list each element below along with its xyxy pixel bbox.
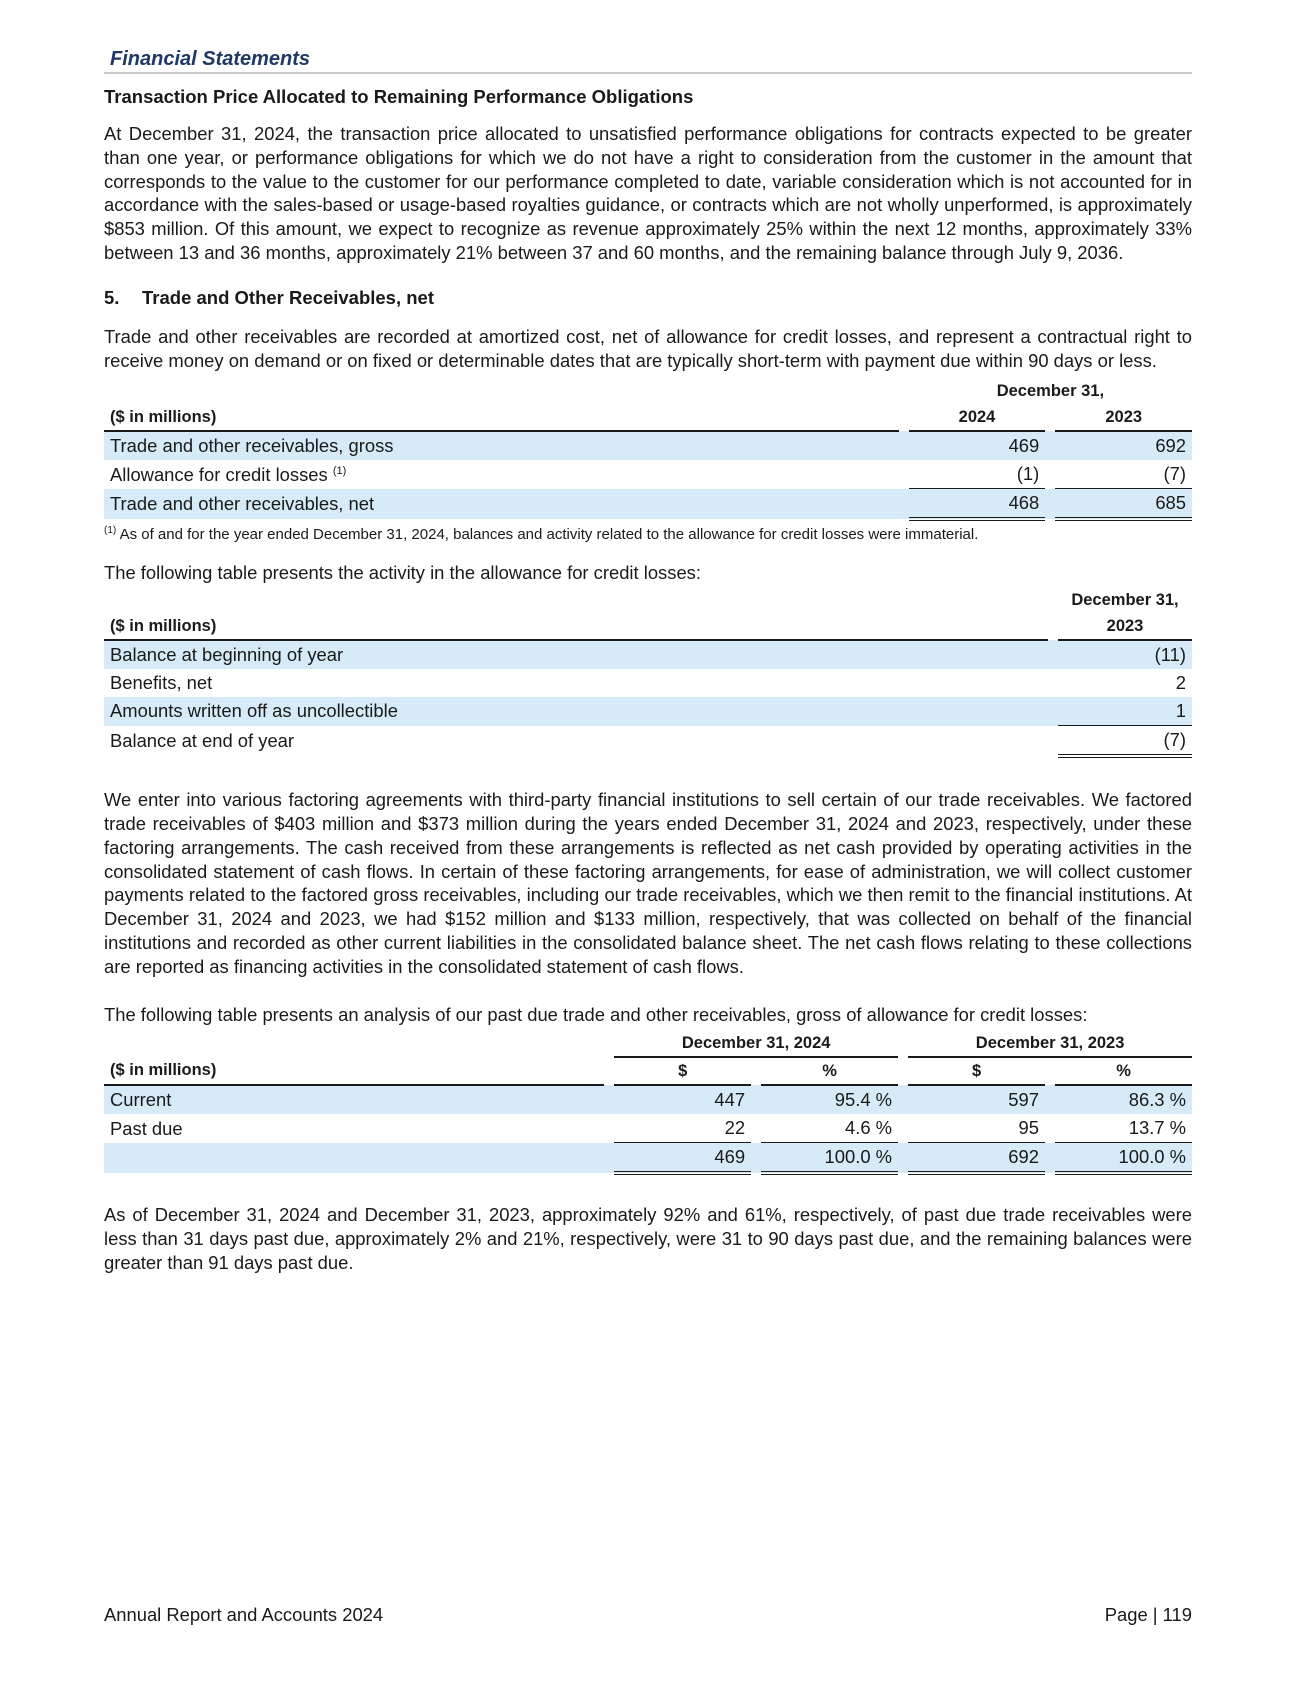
cell-value: (7) [1055, 460, 1192, 489]
table1-col-2023: 2023 [1055, 404, 1192, 431]
cell-value: 468 [909, 489, 1046, 520]
receivables-table [104, 378, 1192, 521]
table2-unit-label: ($ in millions) [104, 613, 1048, 640]
row-label: Trade and other receivables, gross [104, 431, 899, 460]
row-label: Balance at beginning of year [104, 640, 1048, 669]
pastdue-table [104, 1030, 1192, 1175]
row-label: Allowance for credit losses [110, 463, 328, 485]
rpo-paragraph: At December 31, 2024, the transaction price allocated to unsatisfied performance obligations for contracts expected to be greater than one year, or performance obligations for which we do not have a right to consideration from the customer in the amount that corresponds to the value to the customer for our performance completed to date, variable consideration which is not accounted for in accordance with the sales-based or usage-based royalties guidance, or contracts which are not wholly unperformed, is approximately $853 million. Of this amount, we expect to recognize as revenue approximately 25% within the next 12 months, approximately 33% between 13 and 36 months, approximately 21% between 37 and 60 months, and the remaining balance through July 9, 2036. [104, 123, 1192, 263]
table3-col-dollar: $ [614, 1057, 751, 1085]
cell-value: 692 [908, 1143, 1045, 1174]
row-label: Current [104, 1085, 604, 1114]
table-row [104, 1143, 1192, 1174]
cell-value: 447 [614, 1085, 751, 1114]
cell-value: 13.7 % [1055, 1114, 1192, 1143]
table-row [104, 697, 1192, 726]
cell-value: 685 [1055, 489, 1192, 520]
cell-value: (1) [909, 460, 1046, 489]
rpo-section-title: Transaction Price Allocated to Remaining Performance Obligations [104, 86, 694, 107]
table3-col-pct: % [1055, 1057, 1192, 1085]
cell-value: 22 [614, 1114, 751, 1143]
table3-group-2024: December 31, 2024 [614, 1030, 898, 1057]
row-label: Amounts written off as uncollectible [104, 697, 1048, 726]
table1-footnote [104, 525, 1192, 543]
footnote-text: As of and for the year ended December 31, 2024, balances and activity related to the allowance for credit losses were immaterial. [119, 526, 979, 544]
cell-value: 95.4 % [761, 1085, 898, 1114]
row-label: Benefits, net [110, 672, 213, 694]
table-row [104, 726, 1192, 757]
page-header-title: Financial Statements [104, 46, 1192, 74]
cell-value: (7) [1058, 726, 1192, 757]
table-row [104, 460, 1192, 489]
allowance-intro: The following table presents the activity in the allowance for credit losses: [104, 562, 701, 584]
section-number: 5. [104, 286, 120, 308]
table1-col-2024: 2024 [909, 404, 1046, 431]
allowance-table [104, 587, 1192, 758]
table-row [104, 1114, 1192, 1143]
cell-value: 100.0 % [1055, 1143, 1192, 1174]
cell-value: 692 [1055, 431, 1192, 460]
table2-group-header: December 31, [1071, 590, 1179, 609]
factoring-paragraph: We enter into various factoring agreements with third-party financial institutions to sell certain of our trade receivables. We factored trade receivables of $403 million and $373 million during the years ended December 31, 2024 and 2023, respectively, under these factoring arrangements. The cash received from these arrangements is reflected as net cash provided by operating activities in the consolidated statement of cash flows. In certain of these factoring arrangements, for ease of administration, we will collect customer payments related to the factored gross receivables, including our trade receivables, which we then remit to the financial institutions. At December 31, 2024 and 2023, we had $152 million and $133 million, respectively, that was collected on behalf of the financial institutions and recorded as other current liabilities in the consolidated balance sheet. The net cash flows relating to these collections are reported as financing activities in the consolidated statement of cash flows. [104, 789, 1192, 977]
cell-value: 4.6 % [761, 1114, 898, 1143]
cell-value: 469 [614, 1143, 751, 1174]
row-label: Past due [110, 1117, 183, 1139]
cell-value: 86.3 % [1055, 1085, 1192, 1114]
table-row [104, 640, 1192, 669]
document-page [104, 46, 1192, 1275]
receivables-intro: Trade and other receivables are recorded at amortized cost, net of allowance for credit losses, and represent a contractual right to receive money on demand or on fixed or determinable dates that are typically short-term with payment due within 90 days or less. [104, 325, 1192, 371]
cell-value: 1 [1058, 697, 1192, 726]
table3-col-dollar: $ [908, 1057, 1045, 1085]
table2-col-2023: 2023 [1058, 613, 1192, 640]
table-row [104, 431, 1192, 460]
table3-unit-label: ($ in millions) [104, 1057, 604, 1085]
table1-unit-label: ($ in millions) [104, 404, 899, 431]
section-title-text: Trade and Other Receivables, net [142, 286, 434, 308]
table-row [104, 1085, 1192, 1114]
table3-group-2023: December 31, 2023 [908, 1030, 1192, 1057]
table1-group-header: December 31, [996, 381, 1105, 400]
row-label: Trade and other receivables, net [104, 489, 899, 520]
footnote-marker: (1) [104, 525, 117, 537]
cell-value: (11) [1058, 640, 1192, 669]
table-row [104, 669, 1192, 697]
cell-value: 100.0 % [761, 1143, 898, 1174]
table-row [104, 489, 1192, 520]
receivables-section-title [104, 287, 1192, 309]
closing-paragraph: As of December 31, 2024 and December 31, 2023, approximately 92% and 61%, respectively, of past due trade receivables were less than 31 days past due, approximately 2% and 21%, respectively, were 31 to 90 days past due, and the remaining balances were greater than 91 days past due. [104, 1204, 1192, 1273]
page-footer [104, 1604, 1192, 1626]
footnote-ref: (1) [332, 464, 347, 477]
cell-value: 469 [909, 431, 1046, 460]
cell-value: 95 [908, 1114, 1045, 1143]
cell-value: 597 [908, 1085, 1045, 1114]
pastdue-intro: The following table presents an analysis of our past due trade and other receivables, gross of allowance for credit losses: [104, 1003, 1088, 1025]
row-label [104, 1143, 604, 1174]
row-label: Balance at end of year [110, 729, 295, 751]
footer-page-number: Page | 119 [1104, 1604, 1192, 1625]
table3-col-pct: % [761, 1057, 898, 1085]
footer-report-name: Annual Report and Accounts 2024 [104, 1604, 384, 1625]
cell-value: 2 [1175, 672, 1186, 694]
